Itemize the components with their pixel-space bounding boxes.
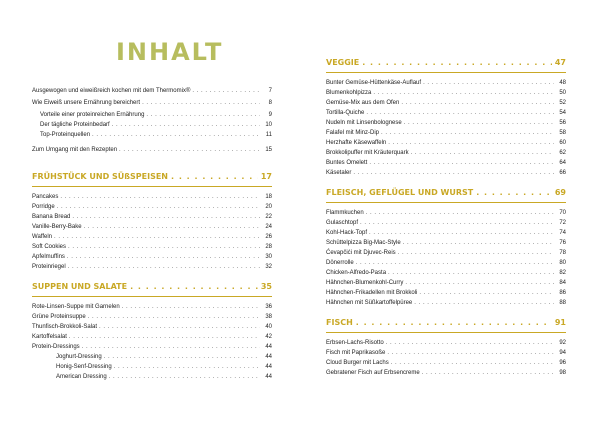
section-heading-veggie bbox=[326, 58, 566, 72]
toc-entry-page: 42 bbox=[265, 334, 272, 340]
toc-entry-label: Blumenkohlpizza bbox=[326, 90, 372, 96]
toc-entry-page: 38 bbox=[265, 314, 272, 320]
toc-entry-soft-cookies bbox=[32, 242, 272, 252]
dot-leader bbox=[171, 172, 258, 181]
dot-leader bbox=[60, 192, 260, 202]
toc-entry-page: 22 bbox=[265, 214, 272, 220]
toc-entry-label: Hähnchen-Frikadellen mit Brokkoli bbox=[326, 290, 418, 296]
dot-leader bbox=[353, 168, 554, 178]
toc-entry-label: Gulaschtopf bbox=[326, 220, 359, 226]
section-rule bbox=[326, 72, 566, 73]
dot-leader bbox=[423, 78, 554, 88]
toc-entry-page: 20 bbox=[265, 204, 272, 210]
dot-leader bbox=[419, 288, 554, 298]
toc-entry-page: 88 bbox=[559, 300, 566, 306]
dot-leader bbox=[88, 312, 260, 322]
toc-entry-label: Fisch mit Paprikasoße bbox=[326, 350, 386, 356]
section-heading-suppen-und-salate bbox=[32, 282, 272, 296]
toc-entry-label: Nudeln mit Linsenbolognese bbox=[326, 120, 402, 126]
toc-entry-flammkuchen bbox=[326, 208, 566, 218]
toc-entry-label: Bunter Gemüse-Hüttenkäse-Auflauf bbox=[326, 80, 422, 86]
toc-entry-hahnchen-frikadellen-mit-brokkoli bbox=[326, 288, 566, 298]
toc-entry-label: Der tägliche Proteinbedarf bbox=[40, 122, 110, 128]
dot-leader bbox=[373, 88, 554, 98]
toc-entry-zum-umgang-mit-den-rezepten bbox=[32, 145, 272, 155]
toc-entry-banana-bread bbox=[32, 212, 272, 222]
toc-entry-falafel-mit-minz-dip bbox=[326, 128, 566, 138]
section-heading-fruhstuck-und-su-speisen bbox=[32, 172, 272, 186]
dot-leader bbox=[356, 318, 552, 327]
toc-entry-label: Honig-Senf-Dressing bbox=[56, 364, 112, 370]
toc-entry-kartoffelsalat bbox=[32, 332, 272, 342]
dot-leader bbox=[414, 298, 554, 308]
toc-entry-page: 70 bbox=[559, 210, 566, 216]
toc-entry-buntes-omelett bbox=[326, 158, 566, 168]
toc-entry-label: Gebratener Fisch auf Erbsencreme bbox=[326, 370, 420, 376]
dot-leader bbox=[84, 222, 260, 232]
toc-entry-label: Falafel mit Minz-Dip bbox=[326, 130, 380, 136]
toc-entry-grune-proteinsuppe bbox=[32, 312, 272, 322]
toc-entry-label: Schüttelpizza Big-Mac-Style bbox=[326, 240, 401, 246]
toc-entry-label: Thunfisch-Brokkoli-Salat bbox=[32, 324, 98, 330]
toc-entry-label: Hähnchen mit Süßkartoffelpüree bbox=[326, 300, 413, 306]
section-page: 69 bbox=[554, 188, 566, 197]
toc-entry-blumenkohlpizza bbox=[326, 88, 566, 98]
toc-entry-page: 58 bbox=[559, 130, 566, 136]
dot-leader bbox=[119, 145, 260, 155]
toc-entry-label: Herzhafte Käsewaffeln bbox=[326, 140, 387, 146]
toc-entry-chicken-alfredo-pasta bbox=[326, 268, 566, 278]
toc-left-column bbox=[32, 0, 272, 423]
dot-leader bbox=[369, 158, 554, 168]
toc-entry-joghurt-dressing bbox=[32, 352, 272, 362]
dot-leader bbox=[388, 138, 554, 148]
toc-entry-gebratener-fisch-auf-erbsencreme bbox=[326, 368, 566, 378]
dot-leader bbox=[366, 208, 554, 218]
toc-entry-page: 44 bbox=[265, 354, 272, 360]
dot-leader bbox=[388, 268, 554, 278]
toc-entry-cloud-burger-mit-lachs bbox=[326, 358, 566, 368]
dot-leader bbox=[82, 342, 260, 352]
toc-entry-label: Porridge bbox=[32, 204, 55, 210]
toc-entry-page: 94 bbox=[559, 350, 566, 356]
toc-entry-label: Pancakes bbox=[32, 194, 59, 200]
toc-entry-page: 56 bbox=[559, 120, 566, 126]
toc-entry-page: 44 bbox=[265, 344, 272, 350]
dot-leader bbox=[391, 358, 554, 368]
toc-entry-page: 66 bbox=[559, 170, 566, 176]
toc-entry-label: Ćevapčići mit Djuvec-Reis bbox=[326, 250, 396, 256]
section-rule bbox=[32, 186, 272, 187]
toc-entry-page: 92 bbox=[559, 340, 566, 346]
toc-entry-page: 18 bbox=[265, 194, 272, 200]
toc-entry-der-tagliche-proteinbedarf bbox=[32, 120, 272, 130]
dot-leader bbox=[114, 362, 260, 372]
dot-leader bbox=[404, 118, 554, 128]
toc-entry-honig-senf-dressing bbox=[32, 362, 272, 372]
toc-entry-label: Erbsen-Lachs-Risotto bbox=[326, 340, 384, 346]
section-page: 17 bbox=[260, 172, 272, 181]
section-rule bbox=[326, 202, 566, 203]
toc-entry-label: Hähnchen-Blumenkohl-Curry bbox=[326, 280, 404, 286]
dot-leader bbox=[366, 108, 554, 118]
dot-leader bbox=[476, 188, 552, 197]
toc-entry-brokkolipuffer-mit-krauterquark bbox=[326, 148, 566, 158]
dot-leader bbox=[112, 120, 260, 130]
toc-entry-page: 7 bbox=[268, 88, 272, 94]
toc-entry-thunfisch-brokkoli-salat bbox=[32, 322, 272, 332]
toc-entry-apfelmuffins bbox=[32, 252, 272, 262]
toc-entry-page: 52 bbox=[559, 100, 566, 106]
toc-entry-wie-eiwei-unsere-ernahrung-bereichert bbox=[32, 98, 272, 108]
section-heading-fleisch-geflugel-und-wurst bbox=[326, 188, 566, 202]
toc-entry-page: 96 bbox=[559, 360, 566, 366]
toc-entry-label: Brokkolipuffer mit Kräuterquark bbox=[326, 150, 409, 156]
dot-leader bbox=[68, 262, 260, 272]
toc-entry-page: 26 bbox=[265, 234, 272, 240]
page-title: INHALT bbox=[116, 38, 224, 66]
toc-entry-top-proteinquellen bbox=[32, 130, 272, 140]
toc-entry-bunter-gemuse-huttenkase-auflauf bbox=[326, 78, 566, 88]
toc-entry-page: 50 bbox=[559, 90, 566, 96]
toc-entry-page: 72 bbox=[559, 220, 566, 226]
toc-entry-label: Buntes Omelett bbox=[326, 160, 368, 166]
toc-entry-herzhafte-kasewaffeln bbox=[326, 138, 566, 148]
toc-entry-label: Top-Proteinquellen bbox=[40, 132, 91, 138]
toc-entry-page: 86 bbox=[559, 290, 566, 296]
toc-entry-kohl-hack-topf bbox=[326, 228, 566, 238]
toc-entry-label: Banana Bread bbox=[32, 214, 71, 220]
dot-leader bbox=[109, 372, 260, 382]
dot-leader bbox=[57, 202, 260, 212]
section-title: SUPPEN UND SALATE bbox=[32, 282, 128, 291]
section-heading-fisch bbox=[326, 318, 566, 332]
toc-entry-label: Zum Umgang mit den Rezepten bbox=[32, 147, 118, 153]
dot-leader bbox=[99, 322, 260, 332]
toc-entry-page: 8 bbox=[268, 100, 272, 106]
toc-right-column bbox=[326, 0, 566, 423]
toc-entry-label: Kohl-Hack-Topf bbox=[326, 230, 368, 236]
section-title: FRÜHSTÜCK UND SÜßSPEISEN bbox=[32, 172, 169, 181]
toc-entry-donerrolle bbox=[326, 258, 566, 268]
toc-entry-ausgewogen-und-eiwei-reich-kochen-mit-dem-thermomix bbox=[32, 86, 272, 96]
dot-leader bbox=[381, 128, 554, 138]
toc-entry-page: 36 bbox=[265, 304, 272, 310]
toc-entry-page: 44 bbox=[265, 374, 272, 380]
toc-entry-protein-dressings bbox=[32, 342, 272, 352]
section-title: VEGGIE bbox=[326, 58, 360, 67]
toc-entry-page: 11 bbox=[265, 132, 272, 138]
toc-entry-proteinriegel bbox=[32, 262, 272, 272]
toc-entry-label: Vanille-Berry-Bake bbox=[32, 224, 82, 230]
toc-entry-porridge bbox=[32, 202, 272, 212]
toc-entry-label: Chicken-Alfredo-Pasta bbox=[326, 270, 387, 276]
section-rule bbox=[32, 296, 272, 297]
toc-entry-page: 40 bbox=[265, 324, 272, 330]
toc-entry-label: Kartoffelsalat bbox=[32, 334, 67, 340]
toc-entry-label: American Dressing bbox=[56, 374, 107, 380]
toc-entry-cevapcici-mit-djuvec-reis bbox=[326, 248, 566, 258]
toc-entry-page: 15 bbox=[265, 147, 272, 153]
dot-leader bbox=[92, 130, 260, 140]
toc-entry-hahnchen-blumenkohl-curry bbox=[326, 278, 566, 288]
toc-entry-label: Waffeln bbox=[32, 234, 53, 240]
dot-leader bbox=[142, 98, 260, 108]
toc-entry-label: Flammkuchen bbox=[326, 210, 364, 216]
toc-entry-label: Soft Cookies bbox=[32, 244, 67, 250]
toc-entry-page: 28 bbox=[265, 244, 272, 250]
toc-entry-label: Gemüse-Mix aus dem Ofen bbox=[326, 100, 400, 106]
toc-entry-page: 84 bbox=[559, 280, 566, 286]
toc-entry-label: Joghurt-Dressing bbox=[56, 354, 102, 360]
toc-entry-label: Wie Eiweiß unsere Ernährung bereichert bbox=[32, 100, 141, 106]
toc-entry-gulaschtopf bbox=[326, 218, 566, 228]
toc-entry-kasetaler bbox=[326, 168, 566, 178]
toc-entry-page: 24 bbox=[265, 224, 272, 230]
dot-leader bbox=[386, 338, 554, 348]
section-title: FLEISCH, GEFLÜGEL UND WURST bbox=[326, 188, 474, 197]
toc-entry-label: Vorteile einer proteinreichen Ernährung bbox=[40, 112, 145, 118]
toc-entry-page: 9 bbox=[268, 112, 272, 118]
dot-leader bbox=[192, 86, 260, 96]
toc-entry-hahnchen-mit-su-kartoffelpuree bbox=[326, 298, 566, 308]
toc-entry-page: 80 bbox=[559, 260, 566, 266]
toc-entry-label: Proteinriegel bbox=[32, 264, 66, 270]
toc-entry-page: 48 bbox=[559, 80, 566, 86]
dot-leader bbox=[146, 110, 260, 120]
toc-entry-page: 30 bbox=[265, 254, 272, 260]
section-page: 35 bbox=[260, 282, 272, 291]
dot-leader bbox=[360, 218, 554, 228]
dot-leader bbox=[405, 278, 554, 288]
toc-entry-page: 44 bbox=[265, 364, 272, 370]
toc-entry-fisch-mit-paprikaso-e bbox=[326, 348, 566, 358]
section-page: 91 bbox=[554, 318, 566, 327]
toc-entry-rote-linsen-suppe-mit-garnelen bbox=[32, 302, 272, 312]
dot-leader bbox=[54, 232, 260, 242]
dot-leader bbox=[122, 302, 260, 312]
toc-entry-vorteile-einer-proteinreichen-ernahrung bbox=[32, 110, 272, 120]
section-title: FISCH bbox=[326, 318, 353, 327]
toc-entry-page: 82 bbox=[559, 270, 566, 276]
toc-entry-label: Käsetaler bbox=[326, 170, 352, 176]
toc-entry-label: Ausgewogen und eiweißreich kochen mit dem Thermomix® bbox=[32, 88, 191, 94]
toc-entry-label: Tortilla-Quiche bbox=[326, 110, 365, 116]
section-rule bbox=[326, 332, 566, 333]
toc-entry-label: Grüne Proteinsuppe bbox=[32, 314, 86, 320]
toc-entry-page: 10 bbox=[265, 122, 272, 128]
toc-entry-label: Cloud Burger mit Lachs bbox=[326, 360, 389, 366]
dot-leader bbox=[401, 98, 554, 108]
toc-entry-label: Rote-Linsen-Suppe mit Garnelen bbox=[32, 304, 120, 310]
toc-entry-american-dressing bbox=[32, 372, 272, 382]
toc-entry-label: Apfelmuffins bbox=[32, 254, 65, 260]
dot-leader bbox=[411, 148, 554, 158]
toc-entry-page: 32 bbox=[265, 264, 272, 270]
toc-entry-page: 74 bbox=[559, 230, 566, 236]
toc-entry-page: 62 bbox=[559, 150, 566, 156]
toc-entry-page: 60 bbox=[559, 140, 566, 146]
toc-entry-schuttelpizza-big-mac-style bbox=[326, 238, 566, 248]
toc-entry-tortilla-quiche bbox=[326, 108, 566, 118]
dot-leader bbox=[130, 282, 258, 291]
dot-leader bbox=[72, 212, 260, 222]
toc-entry-waffeln bbox=[32, 232, 272, 242]
dot-leader bbox=[398, 248, 554, 258]
section-page: 47 bbox=[554, 58, 566, 67]
toc-entry-page: 64 bbox=[559, 160, 566, 166]
dot-leader bbox=[403, 238, 554, 248]
dot-leader bbox=[422, 368, 554, 378]
dot-leader bbox=[69, 332, 260, 342]
toc-entry-label: Dönerrolle bbox=[326, 260, 354, 266]
dot-leader bbox=[68, 242, 260, 252]
toc-entry-erbsen-lachs-risotto bbox=[326, 338, 566, 348]
toc-entry-page: 76 bbox=[559, 240, 566, 246]
toc-entry-gemuse-mix-aus-dem-ofen bbox=[326, 98, 566, 108]
toc-entry-page: 78 bbox=[559, 250, 566, 256]
dot-leader bbox=[369, 228, 554, 238]
dot-leader bbox=[104, 352, 260, 362]
toc-entry-vanille-berry-bake bbox=[32, 222, 272, 232]
toc-entry-page: 98 bbox=[559, 370, 566, 376]
dot-leader bbox=[387, 348, 554, 358]
toc-entry-label: Protein-Dressings bbox=[32, 344, 80, 350]
toc-entry-pancakes bbox=[32, 192, 272, 202]
dot-leader bbox=[356, 258, 554, 268]
toc-entry-nudeln-mit-linsenbolognese bbox=[326, 118, 566, 128]
dot-leader bbox=[362, 58, 552, 67]
dot-leader bbox=[67, 252, 260, 262]
toc-entry-page: 54 bbox=[559, 110, 566, 116]
